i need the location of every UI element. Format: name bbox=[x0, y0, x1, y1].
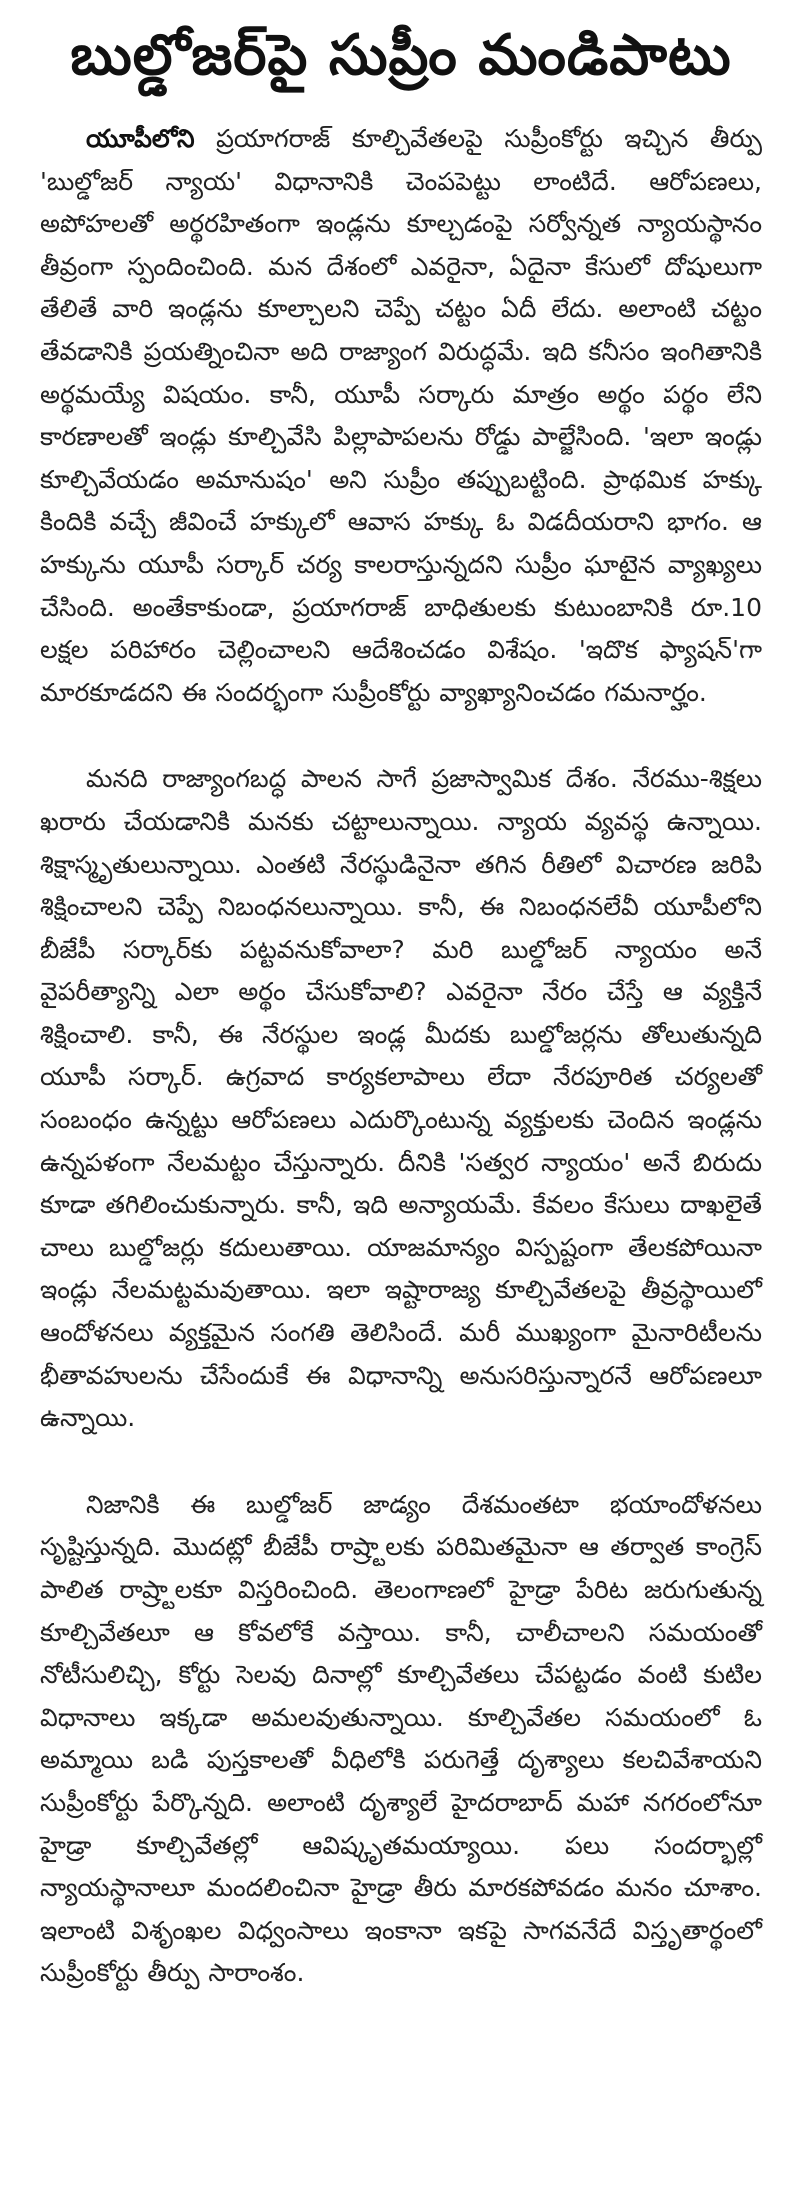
paragraph-3-text: నిజానికి ఈ బుల్డోజర్ జాడ్యం దేశమంతటా భయాందోళనలు సృష్టిస్తున్నది. మొదట్లో బీజేపీ రాష్ర్టాలకు పరిమితమైనా ఆ తర్వాత కాంగ్రెస్ పాలిత రాష్ర్టాలకూ విస్తరించింది. తెలంగాణలో హైడ్రా పేరిట జరుగుతున్న కూల్చివేతలూ ఆ కోవలోకే వస్తాయి. కానీ, చాలీచాలని సమయంతో నోటీసులిచ్చి, కోర్టు సెలవు దినాల్లో కూల్చివేతలు చేపట్టడం వంటి కుటిల విధానాలు ఇక్కడా అమలవుతున్నాయి. కూల్చివేతల సమయంలో ఓ అమ్మాయి బడి పుస్తకాలతో వీధిలోకి పరుగెత్తే దృశ్యాలు కలచివేశాయని సుప్రీంకోర్టు పేర్కొన్నది. అలాంటి దృశ్యాలే హైదరాబాద్ మహా నగరంలోనూ హైడ్రా కూల్చివేతల్లో ఆవిష్కృతమయ్యాయి. పలు సందర్భాల్లో న్యాయస్థానాలూ మందలించినా హైడ్రా తీరు మారకపోవడం మనం చూశాం. ఇలాంటి విశృంఖల విధ్వంసాలు ఇంకానా ఇకపై సాగవనేదే విస్తృతార్థంలో సుప్రీంకోర్టు తీర్పు సారాంశం. bbox=[40, 1489, 762, 1988]
paragraph-1 bbox=[40, 118, 762, 714]
lead-word: యూపీలోని bbox=[86, 124, 195, 153]
paragraph-3 bbox=[40, 1484, 762, 1995]
paragraph-2 bbox=[40, 758, 762, 1440]
paragraph-2-text: మనది రాజ్యాంగబద్ధ పాలన సాగే ప్రజాస్వామిక దేశం. నేరము-శిక్షలు ఖరారు చేయడానికి మనకు చట్టాలున్నాయి. న్యాయ వ్యవస్థ ఉన్నాయి. శిక్షాస్మృతులున్నాయి. ఎంతటి నేరస్థుడినైనా తగిన రీతిలో విచారణ జరిపి శిక్షించాలని చెప్పే నిబంధనలున్నాయి. కానీ, ఈ నిబంధనలేవీ యూపీలోని బీజేపీ సర్కార్‌కు పట్టవనుకోవాలా? మరి బుల్డోజర్ న్యాయం అనే వైపరీత్యాన్ని ఎలా అర్థం చేసుకోవాలి? ఎవరైనా నేరం చేస్తే ఆ వ్యక్తినే శిక్షించాలి. కానీ, ఈ నేరస్థుల ఇండ్ల మీదకు బుల్డోజర్లను తోలుతున్నది యూపీ సర్కార్. ఉగ్రవాద కార్యకలాపాలు లేదా నేరపూరిత చర్యలతో సంబంధం ఉన్నట్టు ఆరోపణలు ఎదుర్కొంటున్న వ్యక్తులకు చెందిన ఇండ్లను ఉన్నపళంగా నేలమట్టం చేస్తున్నారు. దీనికి 'సత్వర న్యాయం' అనే బిరుదు కూడా తగిలించుకున్నారు. కానీ, ఇది అన్యాయమే. కేవలం కేసులు దాఖలైతే చాలు బుల్డోజర్లు కదులుతాయి. యాజమాన్యం విస్పష్టంగా తేలకపోయినా ఇండ్లు నేలమట్టమవుతాయి. ఇలా ఇష్టారాజ్య కూల్చివేతలపై తీవ్రస్థాయిలో ఆందోళనలు వ్యక్తమైన సంగతి తెలిసిందే. మరీ ముఖ్యంగా మైనారిటీలను భీతావహులను చేసేందుకే ఈ విధానాన్ని అనుసరిస్తున్నారనే ఆరోపణలూ ఉన్నాయి. bbox=[40, 764, 762, 1433]
headline: బుల్డోజర్‌పై సుప్రీం మండిపాటు bbox=[70, 23, 732, 88]
paragraph-1-text: ప్రయాగరాజ్ కూల్చివేతలపై సుప్రీంకోర్టు ఇచ్చిన తీర్పు 'బుల్డోజర్ న్యాయ' విధానానికి చెంపపెట్టు లాంటిదే. ఆరోపణలు, అపోహలతో అర్థరహితంగా ఇండ్లను కూల్చడంపై సర్వోన్నత న్యాయస్థానం తీవ్రంగా స్పందించింది. మన దేశంలో ఎవరైనా, ఏదైనా కేసులో దోషులుగా తేలితే వారి ఇండ్లను కూల్చాలని చెప్పే చట్టం ఏదీ లేదు. అలాంటి చట్టం తేవడానికి ప్రయత్నించినా అది రాజ్యాంగ విరుద్ధమే. ఇది కనీసం ఇంగితానికి అర్థమయ్యే విషయం. కానీ, యూపీ సర్కారు మాత్రం అర్థం పర్థం లేని కారణాలతో ఇండ్లు కూల్చివేసి పిల్లాపాపలను రోడ్డు పాల్జేసింది. 'ఇలా ఇండ్లు కూల్చివేయడం అమానుషం' అని సుప్రీం తప్పుబట్టింది. ప్రాథమిక హక్కు కిందికి వచ్చే జీవించే హక్కులో ఆవాస హక్కు ఓ విడదీయరాని భాగం. ఆ హక్కును యూపీ సర్కార్ చర్య కాలరాస్తున్నదని సుప్రీం ఘాటైన వ్యాఖ్యలు చేసింది. అంతేకాకుండా, ప్రయాగరాజ్ బాధితులకు కుటుంబానికి రూ.10 లక్షల పరిహారం చెల్లించాలని ఆదేశించడం విశేషం. 'ఇదొక ఫ్యాషన్'గా మారకూడదని ఈ సందర్భంగా సుప్రీంకోర్టు వ్యాఖ్యానించడం గమనార్హం. bbox=[40, 124, 762, 707]
